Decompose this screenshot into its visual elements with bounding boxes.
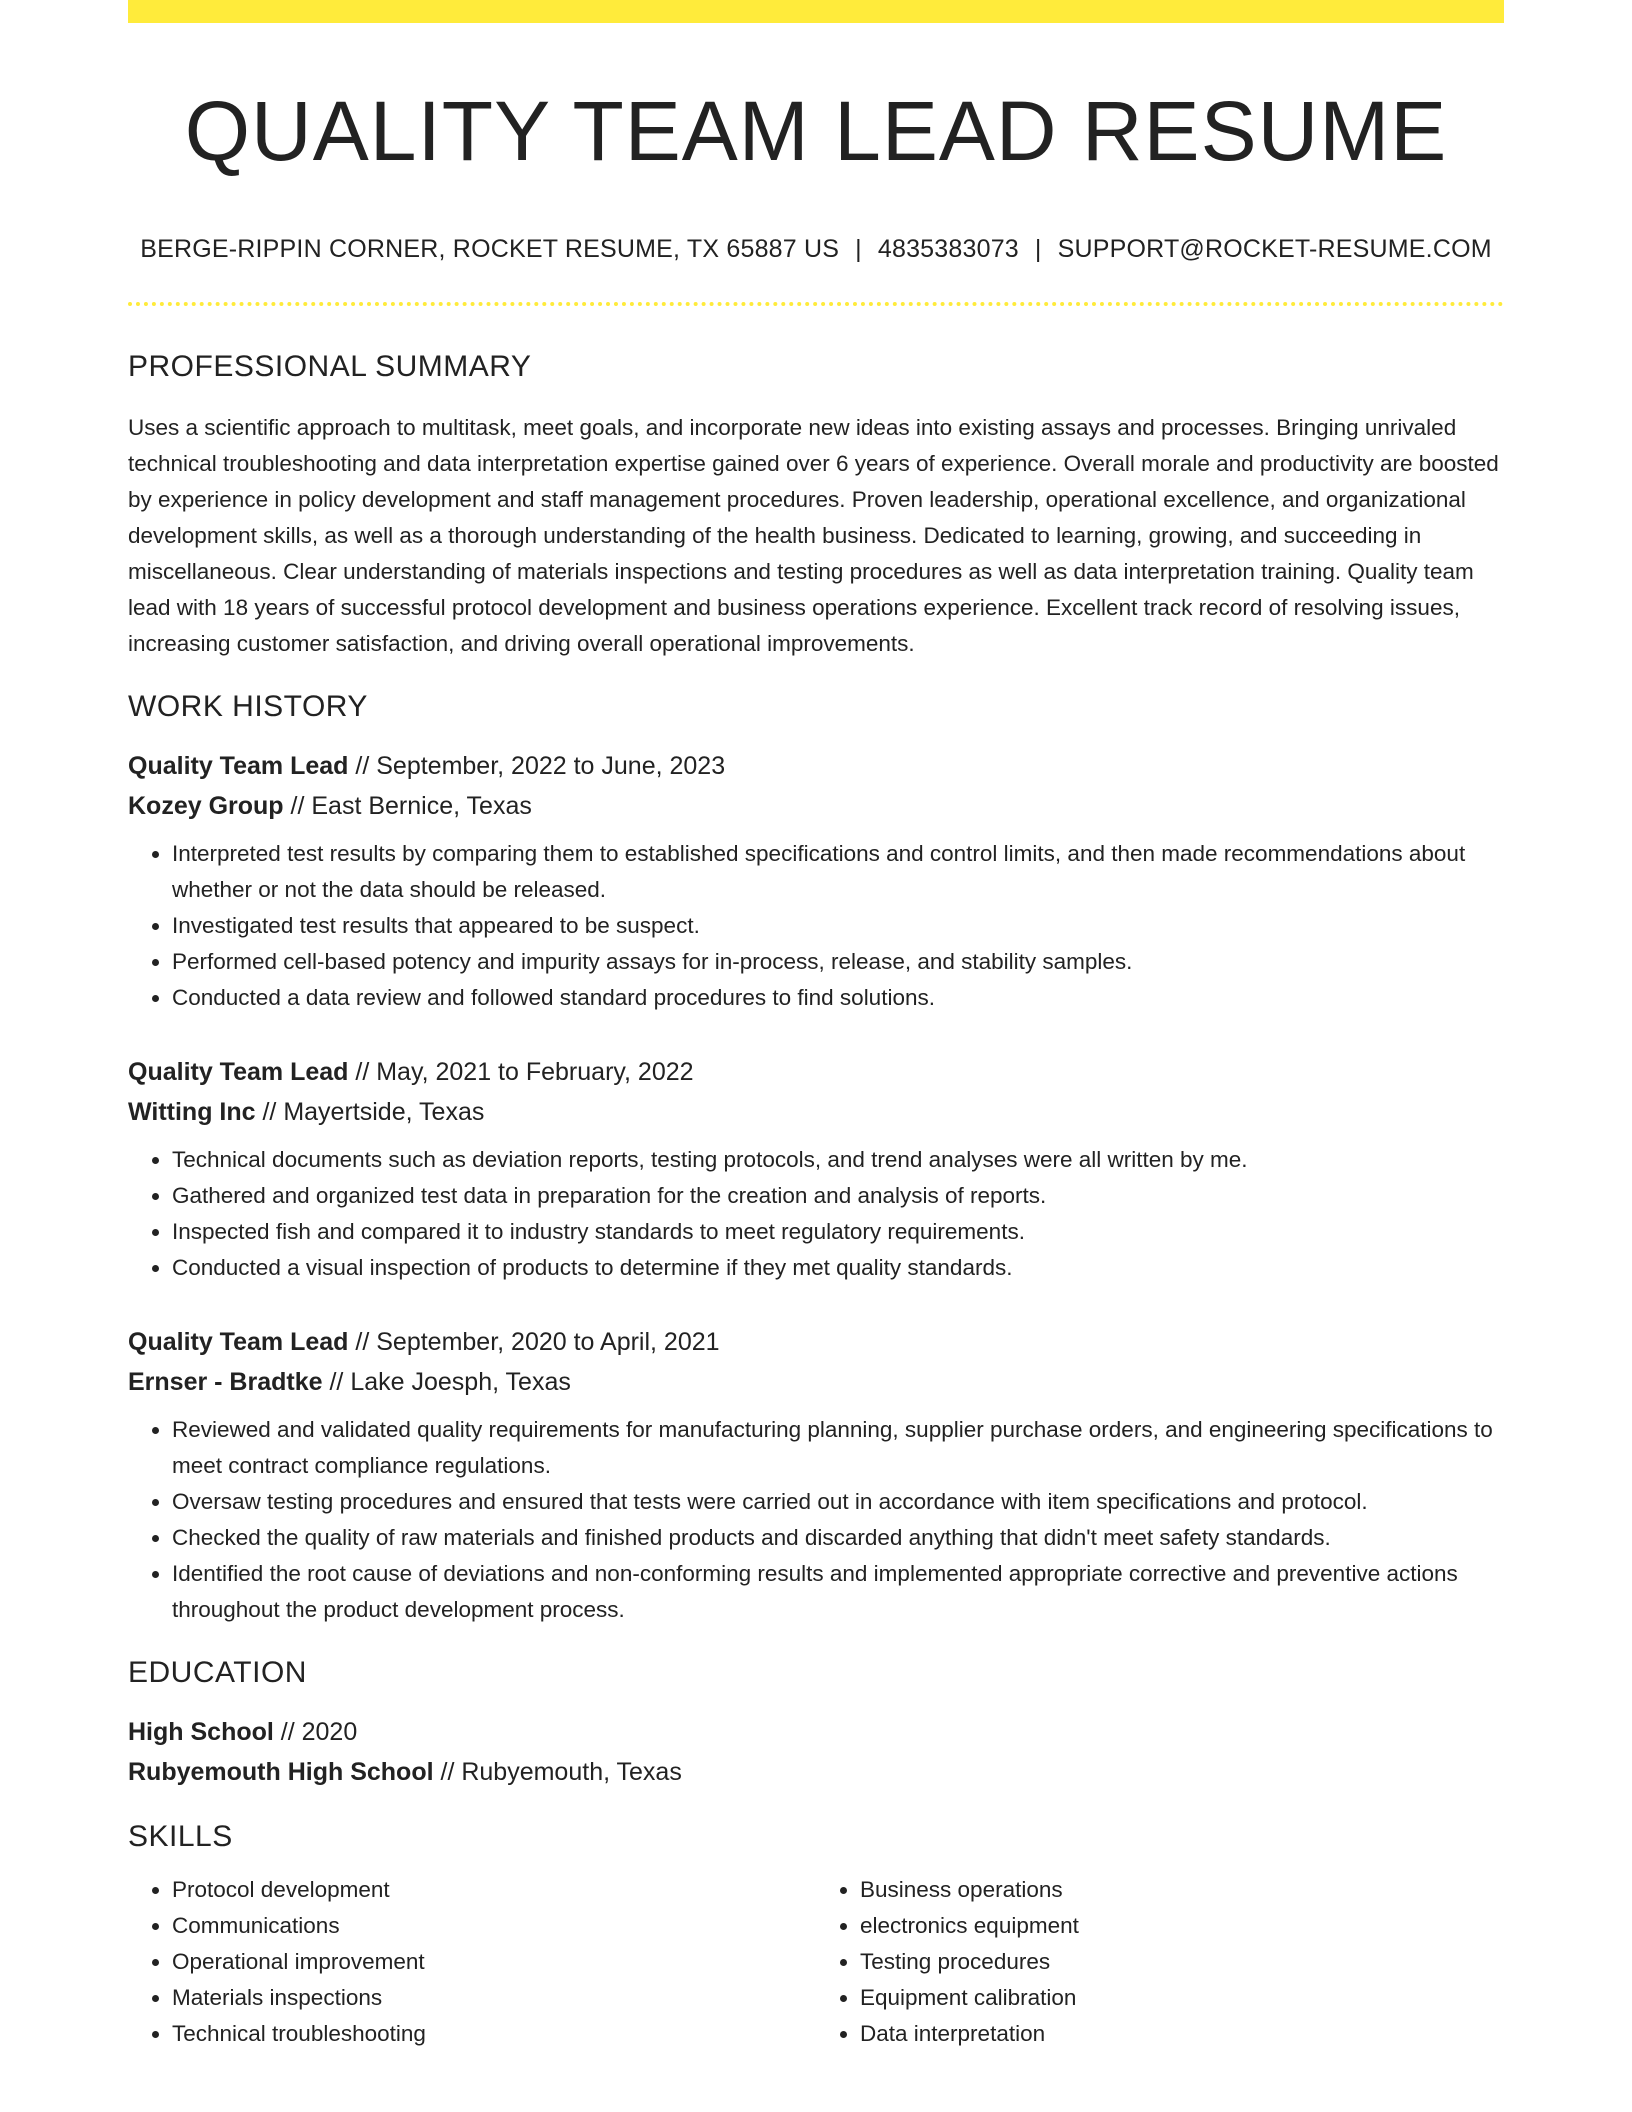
- dotted-divider: [128, 302, 1504, 306]
- summary-heading: PROFESSIONAL SUMMARY: [128, 350, 532, 384]
- education-school-line: [128, 1752, 1504, 1792]
- skill-item: • Business operations: [860, 1872, 1504, 1908]
- summary-text: Uses a scientific approach to multitask, meet goals, and incorporate new ideas into existing assays and processes. Bringing unrivaled technical troubleshooting and data interpretation expertise gained over 6 years of experience. Overall morale and productivity are boosted by experience in policy development and staff management procedures. Proven leadership, operational excellence, and organizational development skills, as well as a thorough understanding of the health business. Dedicated to learning, growing, and succeeding in miscellaneous. Clear understanding of materials inspections and testing procedures as well as data interpretation training. Quality team lead with 18 years of successful protocol development and business operations experience. Excellent track record of resolving issues, increasing customer satisfaction, and driving overall operational improvements.: [128, 415, 1499, 657]
- skills-list-right: [816, 1872, 1504, 2052]
- job-company: Kozey Group: [128, 792, 284, 821]
- job-dates: September, 2022 to June, 2023: [376, 752, 726, 781]
- job-delimiter: //: [348, 1328, 377, 1357]
- job-bullet: • Inspected fish and compared it to industry standards to meet regulatory requirements.: [172, 1214, 1504, 1250]
- job-delimiter: //: [348, 752, 377, 781]
- job-bullet: • Conducted a visual inspection of products to determine if they met quality standards.: [172, 1250, 1504, 1286]
- skill-item: • Operational improvement: [172, 1944, 816, 1980]
- contact-phone: 4835383073: [877, 235, 1019, 264]
- job-company-line: [128, 1092, 1504, 1132]
- skill-item: • Testing procedures: [860, 1944, 1504, 1980]
- job-bullet: • Gathered and organized test data in preparation for the creation and analysis of reports.: [172, 1178, 1504, 1214]
- job-dates: September, 2020 to April, 2021: [376, 1328, 720, 1357]
- contact-separator: |: [1034, 235, 1042, 264]
- education-entry: [128, 1712, 1504, 1792]
- job-entry: [128, 1052, 1504, 1286]
- job-company-line: [128, 786, 1504, 826]
- skills-list-left: [128, 1872, 816, 2052]
- job-title: Quality Team Lead: [128, 1328, 349, 1357]
- skill-item: • electronics equipment: [860, 1908, 1504, 1944]
- job-company-line: [128, 1362, 1504, 1402]
- skill-item: • Technical troubleshooting: [172, 2016, 816, 2052]
- job-bullet: • Checked the quality of raw materials and finished products and discarded anything that didn't meet safety standards.: [172, 1520, 1504, 1556]
- contact-address: BERGE-RIPPIN CORNER, ROCKET RESUME, TX 65887 US: [140, 235, 840, 264]
- job-title-line: [128, 1052, 1504, 1092]
- job-bullets: [128, 1412, 1504, 1628]
- skill-item: • Communications: [172, 1908, 816, 1944]
- skill-item: • Protocol development: [172, 1872, 816, 1908]
- education-school: Rubyemouth High School: [128, 1758, 434, 1787]
- job-dates: May, 2021 to February, 2022: [376, 1058, 694, 1087]
- education-delimiter: //: [273, 1718, 302, 1747]
- education-degree: High School: [128, 1718, 274, 1747]
- resume-page: [128, 0, 1504, 2052]
- job-delimiter: //: [283, 792, 312, 821]
- job-title: Quality Team Lead: [128, 1058, 349, 1087]
- job-bullets: [128, 836, 1504, 1016]
- job-title-line: [128, 746, 1504, 786]
- job-delimiter: //: [255, 1098, 284, 1127]
- resume-title: QUALITY TEAM LEAD RESUME: [184, 84, 1448, 178]
- education-degree-line: [128, 1712, 1504, 1752]
- job-bullet: • Reviewed and validated quality requirements for manufacturing planning, supplier purchase orders, and engineering specifications to meet contract compliance regulations.: [172, 1412, 1504, 1484]
- job-bullet: • Investigated test results that appeared to be suspect.: [172, 908, 1504, 944]
- job-entry: [128, 1322, 1504, 1628]
- job-delimiter: //: [322, 1368, 351, 1397]
- contact-line: [128, 235, 1504, 264]
- contact-email: SUPPORT@ROCKET-RESUME.COM: [1057, 235, 1492, 264]
- job-entry: [128, 746, 1504, 1016]
- education-location: Rubyemouth, Texas: [461, 1758, 682, 1787]
- skills-columns: [128, 1872, 1504, 2052]
- job-company: Ernser - Bradtke: [128, 1368, 323, 1397]
- job-bullet: • Performed cell-based potency and impurity assays for in-process, release, and stability samples.: [172, 944, 1504, 980]
- education-delimiter: //: [433, 1758, 462, 1787]
- skills-heading: SKILLS: [128, 1820, 233, 1854]
- skill-item: • Materials inspections: [172, 1980, 816, 2016]
- education-heading: EDUCATION: [128, 1656, 307, 1690]
- top-accent-bar: [128, 0, 1504, 23]
- job-location: Lake Joesph, Texas: [350, 1368, 571, 1397]
- job-bullets: [128, 1142, 1504, 1286]
- job-bullet: • Technical documents such as deviation reports, testing protocols, and trend analyses were all written by me.: [172, 1142, 1504, 1178]
- skill-item: • Data interpretation: [860, 2016, 1504, 2052]
- work-history-heading: WORK HISTORY: [128, 690, 368, 724]
- job-delimiter: //: [348, 1058, 377, 1087]
- job-location: Mayertside, Texas: [283, 1098, 485, 1127]
- job-title-line: [128, 1322, 1504, 1362]
- job-location: East Bernice, Texas: [311, 792, 532, 821]
- job-bullet: • Oversaw testing procedures and ensured that tests were carried out in accordance with item specifications and protocol.: [172, 1484, 1504, 1520]
- education-year: 2020: [301, 1718, 358, 1747]
- job-bullet: • Interpreted test results by comparing them to established specifications and control limits, and then made recommendations about whether or not the data should be released.: [172, 836, 1504, 908]
- job-bullet: • Conducted a data review and followed standard procedures to find solutions.: [172, 980, 1504, 1016]
- job-company: Witting Inc: [128, 1098, 256, 1127]
- job-bullet: • Identified the root cause of deviations and non-conforming results and implemented appropriate corrective and preventive actions throughout the product development process.: [172, 1556, 1504, 1628]
- job-title: Quality Team Lead: [128, 752, 349, 781]
- skill-item: • Equipment calibration: [860, 1980, 1504, 2016]
- contact-separator: |: [855, 235, 862, 264]
